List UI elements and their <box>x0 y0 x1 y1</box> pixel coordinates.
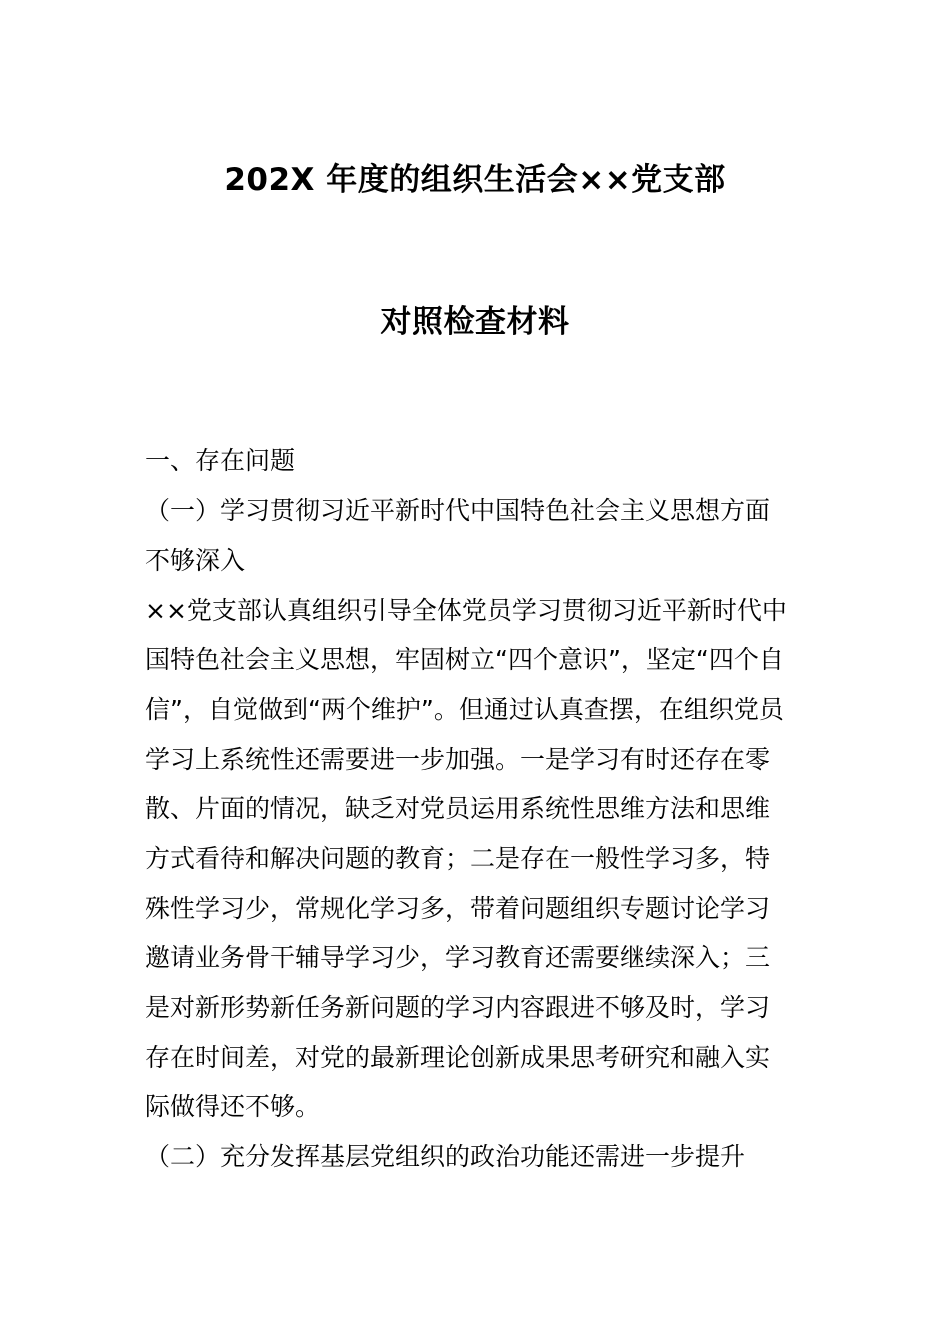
paragraph-line: 邀请业务骨干辅导学习少，学习教育还需要继续深入；三 <box>145 943 771 972</box>
paragraph-line: 信”，自觉做到“两个维护”。但通过认真查摆，在组织党员 <box>145 695 784 724</box>
paragraph-line: 学习上系统性还需要进一步加强。一是学习有时还存在零 <box>145 745 771 774</box>
subheading-two: （二）充分发挥基层党组织的政治功能还需进一步提升 <box>145 1142 746 1171</box>
paragraph-line: 国特色社会主义思想，牢固树立“四个意识”，坚定“四个自 <box>145 645 784 674</box>
paragraph-line: 殊性学习少，常规化学习多，带着问题组织专题讨论学习 <box>145 894 771 923</box>
paragraph-line: ××党支部认真组织引导全体党员学习贯彻习近平新时代中 <box>145 596 787 625</box>
paragraph-line: 存在时间差，对党的最新理论创新成果思考研究和融入实 <box>145 1043 771 1072</box>
document-title-line-2: 对照检查材料 <box>380 304 570 340</box>
paragraph-line: 方式看待和解决问题的教育；二是存在一般性学习多，特 <box>145 844 771 873</box>
subheading-one-line-2: 不够深入 <box>145 546 246 575</box>
paragraph-line: 际做得还不够。 <box>145 1092 321 1121</box>
paragraph-line: 散、片面的情况，缺乏对党员运用系统性思维方法和思维 <box>145 794 771 823</box>
subheading-one-line-1: （一）学习贯彻习近平新时代中国特色社会主义思想方面 <box>145 496 771 525</box>
paragraph-line: 是对新形势新任务新问题的学习内容跟进不够及时，学习 <box>145 993 771 1022</box>
section-heading-problems: 一、存在问题 <box>145 446 296 475</box>
document-title-line-1: 202X 年度的组织生活会××党支部 <box>224 162 726 198</box>
